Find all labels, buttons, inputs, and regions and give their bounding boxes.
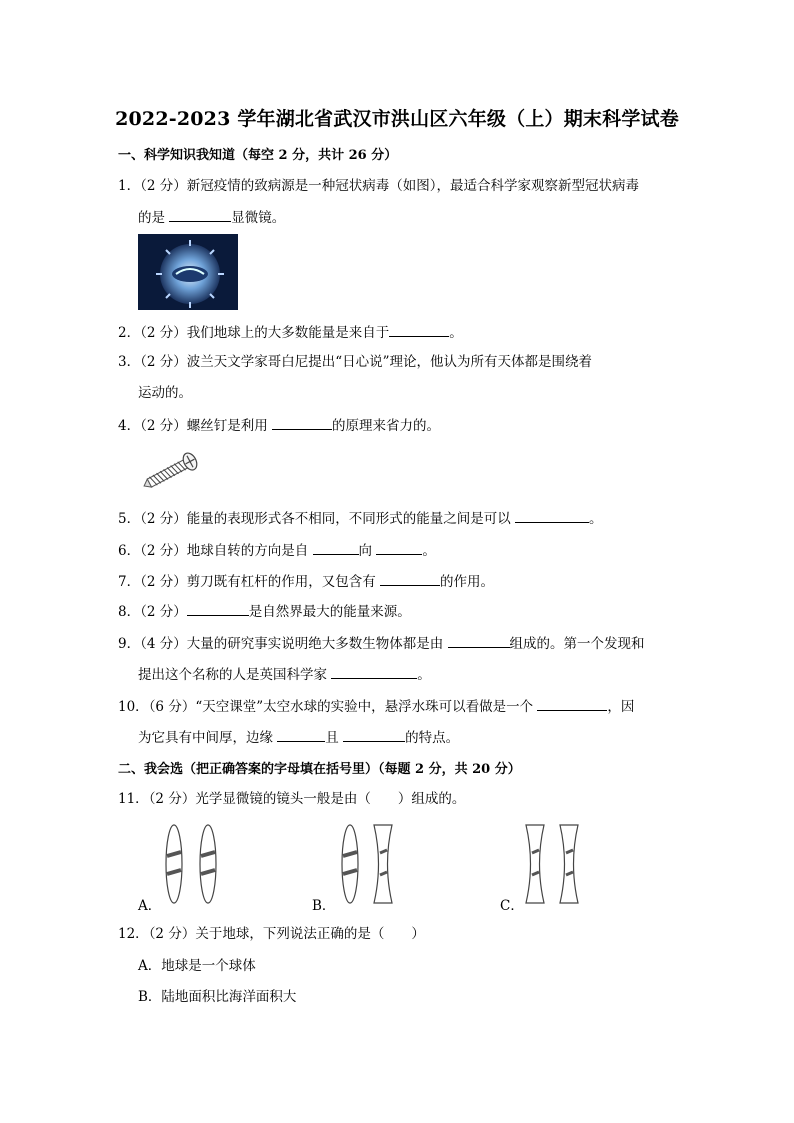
question-text: 大量的研究事实说明绝大多数生物体都是由 [186, 636, 448, 652]
question-number: 7． [118, 574, 141, 590]
question-text: 提出这个名称的人是英国科学家 [138, 667, 332, 683]
question-text: ，因 [607, 699, 635, 715]
question-number: 12． [118, 926, 149, 942]
question-text: 关于地球，下列说法正确的是（ ） [195, 926, 425, 942]
question-text: 螺丝钉是利用 [186, 418, 273, 434]
question-score: （6 分） [148, 699, 196, 715]
answer-blank[interactable] [277, 727, 325, 742]
option-b[interactable]: B． [312, 898, 336, 914]
question-number: 8． [118, 604, 141, 620]
question-score: （2 分） [140, 574, 187, 590]
question-text: 。 [422, 543, 436, 559]
question-8 [118, 601, 411, 621]
question-text: 是自然界最大的能量来源。 [248, 604, 411, 620]
question-9 [118, 633, 645, 653]
question-text: 为它具有中间厚，边缘 [138, 730, 278, 746]
question-9-line-2 [138, 664, 431, 684]
answer-blank[interactable] [515, 508, 589, 523]
question-text: 的原理来省力的。 [332, 418, 441, 434]
question-1 [118, 177, 639, 195]
question-number: 5． [118, 511, 141, 527]
question-text: 的是 [138, 210, 170, 226]
question-text: 能量的表现形式各不相同，不同形式的能量之间是可以 [186, 511, 516, 527]
question-score: （4 分） [140, 636, 187, 652]
question-10 [118, 696, 634, 716]
question-12 [118, 925, 425, 943]
answer-blank[interactable] [448, 633, 510, 648]
question-number: 10． [118, 699, 149, 715]
question-score: （2 分） [140, 511, 187, 527]
question-number: 1． [118, 178, 141, 194]
question-number: 6． [118, 543, 141, 559]
question-3 [118, 353, 592, 371]
option-a[interactable]: A．地球是一个球体 [138, 958, 256, 974]
question-2 [118, 322, 463, 342]
question-11 [118, 790, 465, 808]
question-10-line-2 [138, 727, 459, 747]
question-text: 我们地球上的大多数能量是来自于 [186, 325, 390, 341]
answer-blank[interactable] [343, 727, 405, 742]
question-score: （2 分） [140, 543, 187, 559]
question-text: 且 [325, 730, 344, 746]
question-text: 光学显微镜的镜头一般是由（ ）组成的。 [195, 791, 466, 807]
section-heading-2: 二、我会选（把正确答案的字母填在括号里）（每题 2 分，共 20 分） [118, 762, 521, 777]
question-score: （2 分） [148, 791, 196, 807]
question-text: 。 [449, 325, 463, 341]
lens-option-a-image [160, 823, 230, 905]
question-score: （2 分） [140, 418, 187, 434]
question-1-line-2 [138, 207, 285, 227]
question-text: 的特点。 [405, 730, 460, 746]
question-text: 显微镜。 [231, 210, 286, 226]
question-number: 4． [118, 418, 141, 434]
answer-blank[interactable] [380, 571, 440, 586]
question-6 [118, 540, 436, 560]
question-text: “天空课堂”太空水球的实验中，悬浮水珠可以看做是一个 [195, 699, 538, 715]
question-5 [118, 508, 603, 528]
question-text: 剪刀既有杠杆的作用，又包含有 [186, 574, 381, 590]
section-heading-1: 一、科学知识我知道（每空 2 分，共计 26 分） [118, 148, 398, 163]
question-score: （2 分） [140, 325, 187, 341]
answer-blank[interactable] [376, 540, 422, 555]
question-number: 9． [118, 636, 141, 652]
question-text: 新冠疫情的致病源是一种冠状病毒（如图），最适合科学家观察新型冠状病毒 [186, 178, 639, 194]
answer-blank[interactable] [389, 322, 449, 337]
question-text: 地球自转的方向是自 [186, 543, 313, 559]
question-number: 11． [118, 791, 149, 807]
lens-option-b-image [336, 823, 406, 905]
question-score: （2 分） [140, 604, 187, 620]
question-text: 向 [358, 543, 377, 559]
question-text: 。 [589, 511, 603, 527]
question-7 [118, 571, 494, 591]
question-text: 组成的。第一个发现和 [509, 636, 645, 652]
option-a[interactable]: A． [138, 898, 162, 914]
question-score: （2 分） [140, 178, 187, 194]
question-4 [118, 415, 440, 435]
option-c[interactable]: C． [500, 898, 524, 914]
question-score: （2 分） [140, 354, 187, 370]
lens-option-c-image [520, 823, 590, 905]
question-number: 2． [118, 325, 141, 341]
question-text: 的作用。 [440, 574, 495, 590]
answer-blank[interactable] [187, 601, 249, 616]
answer-blank[interactable] [537, 696, 607, 711]
page-title: 2022-2023 学年湖北省武汉市洪山区六年级（上）期末科学试卷 [115, 108, 679, 130]
screw-image [140, 447, 206, 493]
option-b[interactable]: B．陆地面积比海洋面积大 [138, 989, 297, 1005]
answer-blank[interactable] [331, 664, 417, 679]
answer-blank[interactable] [169, 207, 231, 222]
question-number: 3． [118, 354, 141, 370]
question-3-line-2: 运动的。 [138, 385, 192, 401]
question-text: 。 [417, 667, 431, 683]
answer-blank[interactable] [313, 540, 359, 555]
question-score: （2 分） [148, 926, 196, 942]
coronavirus-image [138, 234, 238, 310]
answer-blank[interactable] [272, 415, 332, 430]
question-text: 波兰天文学家哥白尼提出“日心说”理论，他认为所有天体都是围绕着 [186, 354, 593, 370]
